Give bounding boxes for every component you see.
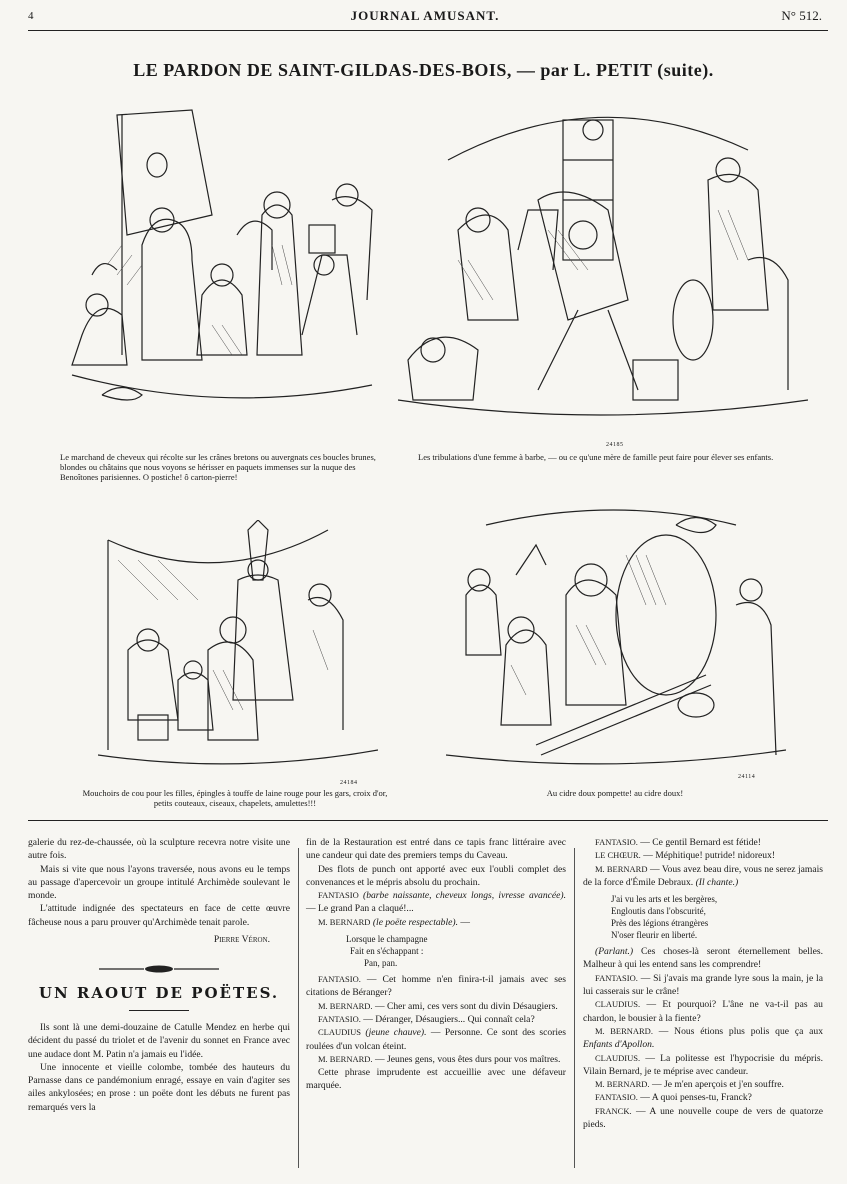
caption-2: Les tribulations d'une femme à barbe, — ou ce qu'une mère de famille peut faire pour élever ses enfants. xyxy=(418,452,774,462)
dialogue-text: — Vous avez beau dire, vous ne serez jamais de la force d'Émile Debraux. xyxy=(583,863,824,888)
col3-dialogue-1 xyxy=(583,836,823,849)
dialogue-text: — Jeunes gens, vous êtes durs pour vos maîtres. xyxy=(374,1053,561,1065)
col1-paragraph-4: Ils sont là une demi-douzaine de Catulle Mendez en herbe qui décident du passé du triolet et de l'avenir du sonnet en France avec une audace dont M. Patin n'a jamais eu l'idée. xyxy=(28,1021,290,1060)
speaker-fantasio: FANTASIO. xyxy=(595,837,638,847)
section-title-rule xyxy=(129,1010,189,1011)
col1-paragraph-2: Mais si vite que nous l'ayons traversée, nous avons eu le temps au passage d'apercevoir un groupe intitulé Archimède soulevant le monde. xyxy=(28,863,290,902)
dialogue-text: — Déranger, Désaugiers... Qui connaît cela? xyxy=(363,1013,535,1025)
dialogue-text: — A quoi penses-tu, Franck? xyxy=(640,1092,752,1104)
verse-line: Pan, pan. xyxy=(364,958,398,969)
col2-dialogue-2 xyxy=(306,916,566,929)
song-verse xyxy=(611,893,823,941)
engraver-number-3: 24184 xyxy=(340,780,358,786)
verse-line: N'oser fleurir en liberté. xyxy=(611,930,698,941)
stage-direction: (Parlant.) xyxy=(595,946,634,958)
ornament-divider xyxy=(28,964,290,978)
stage-direction: (le poëte respectable). xyxy=(372,916,458,928)
verse-line: Près des légions étrangères xyxy=(611,918,709,929)
col3-dialogue-5 xyxy=(583,998,823,1025)
verse-line: Engloutis dans l'obscurité, xyxy=(611,906,706,917)
ornament-icon xyxy=(99,964,219,974)
illustrations-rule xyxy=(28,820,828,821)
dialogue-text: — Je m'en aperçois et j'en souffre. xyxy=(651,1079,784,1091)
column-divider-2 xyxy=(574,848,575,1168)
stage-direction: (jeune chauve). xyxy=(365,1027,427,1039)
col1-paragraph-5: Une innocente et vieille colombe, tombée des hauteurs du Parnasse dans ce pandémonium enragé, essaye en vain d'agiter ses ailes ankylosées; en prose : un poëte dont les débuts ne furent pas remarqués vers la xyxy=(28,1061,290,1113)
speaker-fantasio: FANTASIO xyxy=(318,890,359,901)
dialogue-text: — xyxy=(460,916,470,928)
col2-dialogue-1 xyxy=(306,889,566,916)
page-number: 4 xyxy=(28,10,34,22)
dialogue-italic: Enfants d'Apollon. xyxy=(583,1039,655,1051)
engraver-number-4: 24114 xyxy=(738,774,756,780)
illustration-hair-merchant xyxy=(62,95,382,435)
col2-paragraph-2: Des flots de punch ont apporté avec eux l'oubli complet des convenances et le mépris absolu du prochain. xyxy=(306,863,566,888)
dialogue-text: — A une nouvelle coupe de vers de quatorze pieds. xyxy=(583,1105,823,1131)
caption-4: Au cidre doux pompette! au cidre doux! xyxy=(546,788,684,798)
col3-dialogue-7 xyxy=(583,1052,823,1079)
col3-dialogue-3 xyxy=(583,863,823,890)
verse-line: J'ai vu les arts et les bergères, xyxy=(611,894,718,905)
speaker-fantasio: FANTASIO. xyxy=(318,1013,361,1024)
dialogue-text: — Nous étions plus polis que ça aux xyxy=(658,1025,823,1037)
speaker-bernard: M. BERNARD. xyxy=(318,1053,373,1064)
speaker-claudius: CLAUDIUS. xyxy=(595,1052,641,1063)
dialogue-text: — Si j'avais ma grande lyre sous la main, je la lui casserais sur le crâne! xyxy=(583,972,823,998)
speaker-fantasio: FANTASIO. xyxy=(595,972,638,983)
speaker-fantasio: FANTASIO. xyxy=(318,974,361,985)
dialogue-text: — La politesse est l'hypocrisie du mépris. Vilain Bernard, je te méprise avec candeur. xyxy=(583,1052,823,1077)
article-title: LE PARDON DE SAINT-GILDAS-DES-BOIS, — par L. PETIT (suite). xyxy=(133,60,714,80)
col3-dialogue-8 xyxy=(583,1078,823,1091)
speaker-fantasio: FANTASIO. xyxy=(595,1092,638,1103)
col3-dialogue-2 xyxy=(583,849,823,862)
verse-line: Fait en s'échappant : xyxy=(350,946,424,957)
speaker-bernard: M. BERNARD xyxy=(318,916,371,927)
column-divider-1 xyxy=(298,848,299,1168)
dialogue-text: — Et pourquoi? L'âne ne va-t-il pas au chardon, le bousier à la fiente? xyxy=(583,999,823,1024)
page-header xyxy=(28,6,822,28)
col3-dialogue-4 xyxy=(583,972,823,999)
dialogue-text: — Le grand Pan a claqué!... xyxy=(306,903,414,915)
text-column-3 xyxy=(583,836,823,1131)
speaker-bernard: M. BERNARD. xyxy=(595,1079,650,1090)
engraver-number-2: 24185 xyxy=(606,442,624,448)
text-column-1 xyxy=(28,836,290,1114)
speaker-franck: FRANCK. xyxy=(595,1105,632,1116)
stage-direction: (barbe naissante, cheveux longs, ivresse avancée). xyxy=(363,890,566,902)
verse-quote xyxy=(346,933,566,969)
cider-engraving xyxy=(446,505,786,770)
speaker-bernard: M. BERNARD. xyxy=(318,1000,373,1011)
speaker-bernard: M. BERNARD. xyxy=(595,1025,653,1036)
illustration-cider xyxy=(446,505,786,770)
signature: Pierre Véron. xyxy=(213,934,270,946)
dialogue-text: — Personne. Ce sont des scories roulées d'un volcan éteint. xyxy=(306,1027,567,1052)
col3-dialogue-10 xyxy=(583,1105,823,1132)
bearded-woman-engraving xyxy=(398,100,808,420)
section-title: UN RAOUT DE POËTES. xyxy=(38,983,280,1002)
caption-3: Mouchoirs de cou pour les filles, épingles à touffe de laine rouge pour les gars, croix d'or, petits couteaux, ciseaux, chapelets, amulettes!!! xyxy=(82,788,388,808)
journal-title: JOURNAL AMUSANT. xyxy=(350,8,500,23)
text-column-2 xyxy=(306,836,566,1093)
stage-direction: (Il chante.) xyxy=(695,876,739,888)
illustration-peddler xyxy=(98,520,378,770)
col2-dialogue-6 xyxy=(306,1026,566,1053)
dialogue-text: — Cet homme n'en finira-t-il jamais avec ses citations de Béranger? xyxy=(306,974,566,999)
paragraph-text: Ces choses-là seront éternellement belles. Malheur à qui les entend sans les comprendre! xyxy=(583,946,823,971)
speaker-claudius: CLAUDIUS xyxy=(318,1027,361,1038)
illustration-bearded-woman xyxy=(398,100,808,420)
col2-dialogue-3 xyxy=(306,973,566,1000)
caption-1: Le marchand de cheveux qui récolte sur les crânes bretons ou auvergnats ces boucles brunes, blondes ou châtains que nous voyons se hérisser en paquets immenses sur la nuque des Benoîtones parisiennes. O postiche! ô carton-pierre! xyxy=(60,452,376,482)
col3-dialogue-9 xyxy=(583,1091,823,1104)
col2-dialogue-4 xyxy=(306,1000,566,1013)
dialogue-text: — Ce gentil Bernard est fétide! xyxy=(640,837,761,848)
col2-paragraph-3: Cette phrase imprudente est accueillie avec une défaveur marquée. xyxy=(306,1067,566,1092)
col2-dialogue-5 xyxy=(306,1013,566,1026)
col1-paragraph-3: L'attitude indignée des spectateurs en face de cette œuvre fâcheuse nous a paru prouver qu'Archimède tenait parole. xyxy=(28,903,290,928)
issue-number: N° 512. xyxy=(781,8,822,23)
dialogue-text: — Cher ami, ces vers sont du divin Désaugiers. xyxy=(374,1000,558,1012)
col3-paragraph-1 xyxy=(583,945,823,972)
col2-dialogue-7 xyxy=(306,1053,566,1066)
col1-paragraph-1: galerie du rez-de-chaussée, où la sculpture recevra notre visite une autre fois. xyxy=(28,837,290,862)
peddler-engraving xyxy=(98,520,378,770)
dialogue-text: — Méphitique! putride! nidoreux! xyxy=(643,850,776,862)
col3-dialogue-6 xyxy=(583,1025,823,1052)
header-rule xyxy=(28,30,828,31)
verse-line: Lorsque le champagne xyxy=(346,934,428,945)
speaker-claudius: CLAUDIUS. xyxy=(595,999,641,1010)
col2-paragraph-1: fin de la Restauration est entré dans ce tapis franc littéraire avec une candeur qui date des premiers temps du Caveau. xyxy=(306,837,566,862)
speaker-chorus: LE CHŒUR. xyxy=(595,850,641,861)
speaker-bernard: M. BERNARD xyxy=(595,863,648,874)
hair-merchant-engraving xyxy=(62,95,382,435)
